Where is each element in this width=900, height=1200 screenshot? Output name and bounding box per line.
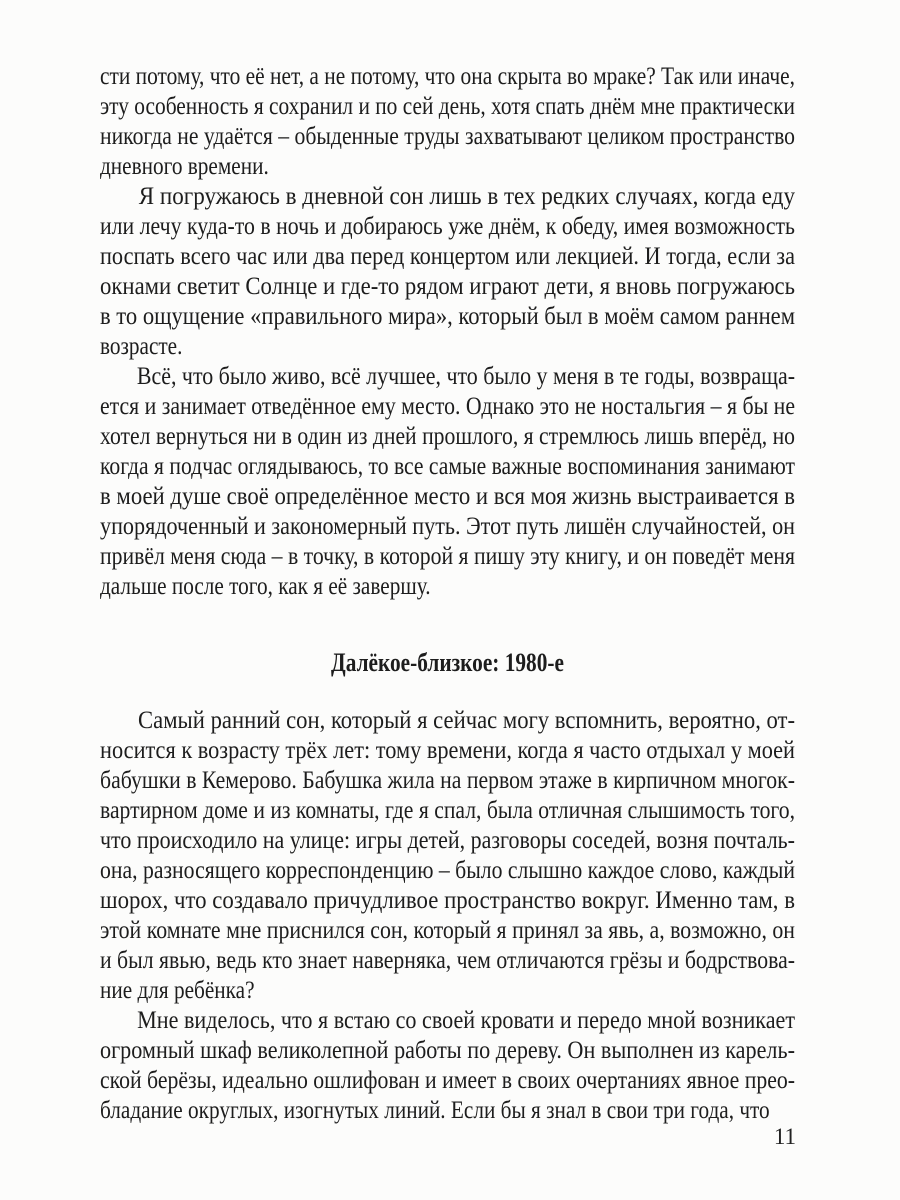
text-line: возрасте. [100, 333, 183, 360]
paragraph [100, 182, 795, 362]
text-line: и был явью, ведь кто знает наверняка, чем отличаются грёзы и бодрствова- [100, 947, 795, 974]
text-line: ской берёзы, идеально ошлифован и имеет в своих очертаниях явное прео- [100, 1067, 795, 1094]
text-line: или лечу куда-то в ночь и добираюсь уже днём, к обеду, имея возможность [100, 213, 795, 240]
text-line: сти потому, что её нет, а не потому, что она скрыта во мраке? Так или иначе, [100, 63, 795, 90]
text-line: дальше после того, как я её завершу. [100, 573, 431, 600]
text-line: когда я подчас оглядываюсь, то все самые важные воспоминания занимают [100, 453, 795, 480]
paragraph [100, 62, 795, 182]
text-line: дневного времени. [100, 153, 269, 180]
text-line: огромный шкаф великолепной работы по дереву. Он выполнен из карель- [100, 1037, 795, 1064]
text-line: Мне виделось, что я встаю со своей кровати и передо мной возникает [137, 1007, 796, 1034]
text-line: в моей душе своё определённое место и вся моя жизнь выстраивается в [100, 483, 795, 510]
text-line: привёл меня сюда – в точку, в которой я пишу эту книгу, и он поведёт меня [100, 543, 795, 570]
section-heading: Далёкое-близкое: 1980-е [331, 648, 564, 677]
text-line: бабушки в Кемерово. Бабушка жила на первом этаже в кирпичном многок- [100, 767, 795, 794]
text-line: ние для ребёнка? [100, 977, 255, 1004]
paragraph [100, 362, 795, 602]
text-line: поспать всего час или два перед концертом или лекцией. И тогда, если за [100, 243, 795, 270]
text-line: никогда не удаётся – обыденные труды захватывают целиком пространство [100, 123, 795, 150]
text-line: ется и занимает отведённое ему место. Однако это не ностальгия – я бы не [100, 393, 795, 420]
text-line: она, разносящего корреспонденцию – было слышно каждое слово, каждый [100, 857, 795, 884]
paragraph [100, 706, 795, 1006]
text-line: вартирном доме и из комнаты, где я спал, была отличная слышимость того, [100, 797, 795, 824]
paragraph [100, 1006, 795, 1126]
text-line: Всё, что было живо, всё лучшее, что было у меня в те годы, возвраща- [136, 363, 795, 390]
text-line: бладание округлых, изогнутых линий. Если бы я знал в свои три года, что [100, 1097, 770, 1124]
text-line: Самый ранний сон, который я сейчас могу вспомнить, вероятно, от- [138, 707, 795, 734]
text-line: в то ощущение «правильного мира», который был в моём самом раннем [100, 303, 795, 330]
text-line: шорох, что создавало причудливое пространство вокруг. Именно там, в [100, 887, 795, 914]
text-line: Я погружаюсь в дневной сон лишь в тех редких случаях, когда еду [138, 183, 795, 210]
text-line: этой комнате мне приснился сон, который я принял за явь, а, возможно, он [100, 917, 795, 944]
text-line: носится к возрасту трёх лет: тому времени, когда я часто отдыхал у моей [100, 737, 795, 764]
page-number: 11 [773, 1124, 796, 1149]
text-line: эту особенность я сохранил и по сей день, хотя спать днём мне практически [100, 93, 795, 120]
text-line: упорядоченный и закономерный путь. Этот путь лишён случайностей, он [100, 513, 795, 540]
text-line: окнами светит Солнце и где-то рядом играют дети, я вновь погружаюсь [100, 273, 795, 300]
text-line: хотел вернуться ни в один из дней прошлого, я стремлюсь лишь вперёд, но [100, 423, 795, 450]
text-line: что происходило на улице: игры детей, разговоры соседей, возня почталь- [100, 827, 795, 854]
page-body [100, 62, 795, 1126]
